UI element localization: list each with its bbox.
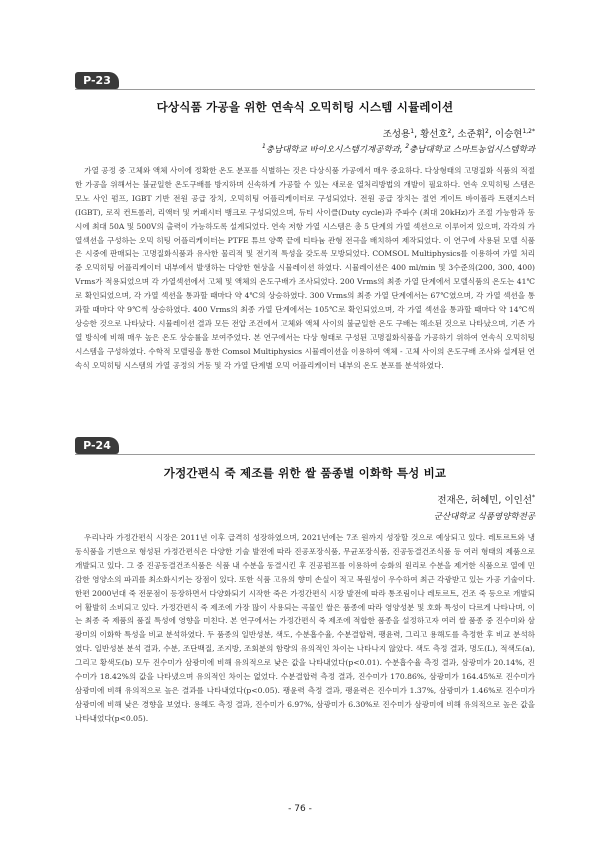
author-list: 조성용$^1$, 황선호$^2$, 소준휘$^2$, 이승현$^{1,2*}$ bbox=[382, 127, 535, 140]
author-sup: 2 bbox=[485, 127, 489, 135]
affiliation-list bbox=[434, 510, 535, 522]
author-name: 허혜민 bbox=[470, 495, 499, 506]
affiliation-list: $^1$충남대학교 바이오시스템기계공학과, $^2$충남대학교 스마트농업시스템학과 bbox=[261, 143, 535, 155]
affiliation: 충남대학교 바이오시스템기계공학과 bbox=[265, 145, 400, 155]
author-name: 황선호 bbox=[420, 129, 448, 140]
author-name: 조성용 bbox=[382, 129, 411, 140]
author-name: 이승현 bbox=[494, 129, 523, 140]
abstract-body: 우리나라 가정간편식 시장은 2011년 이후 급격히 성장하였으며, 2021년에는 7조 원까지 성장할 것으로 예상되고 있다. 레토르트와 냉동식품을 기반으로 형성된 가정간편식은 다양한 기술 발전에 따라 진공포장식품, 무균포장식품, 진공동결건조식품 등 여러 형태의 제품으로 개발되고 있다. 그 중 진공동결건조식품은 식품 내 수분을 동결시킨 후 진공펌프를 이용하여 승화의 원리로 수분을 제거한 식품으로 열에 민감한 영양소의 파괴를 최소화시키는 장점이 있다. 또한 식품 고유의 향미 손실이 적고 복원성이 우수하여 최근 각광받고 있는 가공 기술이다. 한편 2000년대 죽 전문점이 등장하면서 다양화되기 시작한 죽은 가정간편식 시장 발전에 따라 통조림이나 레토르트, 건조 죽 등으로 개발되어 활발히 소비되고 있다. 가정간편식 죽 제조에 가장 많이 사용되는 곡물인 쌀은 품종에 따라 영양성분 및 호화 특성이 다르게 나타나며, 이는 최종 죽 제품의 품질 특성에 영향을 미친다. 본 연구에서는 가정간편식 죽 제조에 적합한 품종을 설정하고자 여러 쌀 품종 중 진수미와 삼광미의 이화학 특성을 비교 분석하였다. 두 품종의 일반성분, 색도, 수분흡수율, 수분결합력, 팽윤력, 그리고 용해도를 측정한 후 비교 분석하였다. 일반성분 분석 결과, 수분, 조단백질, 조지방, 조회분의 함량의 유의적인 차이는 나타나지 않았다. 색도 측정 결과, 명도(L), 적색도(a), 그리고 황색도(b) 모두 진수미가 삼광미에 비해 유의적으로 낮은 값을 나타내었다(p<0.01). 수분흡수율 측정 결과, 삼광미가 20.14%, 진수미가 18.42%의 값을 나타냈으며 유의적인 차이는 없었다. 수분결합력 측정 결과, 진수미가 170.86%, 삼광미가 164.45%로 진수미가 삼광미에 비해 유의적으로 높은 결과를 나타내었다(p<0.05). 팽윤력 측정 결과, 팽윤력은 진수미가 1.37%, 삼광미가 1.46%로 진수미가 삼광미에 비해 낮은 경향을 보였다. 용해도 측정 결과, 진수미가 6.97%, 삼광미가 6.30%로 진수미가 삼광미에 비해 유의적으로 높은 값을 나타내었다(p<0.05). bbox=[75, 533, 535, 723]
section-divider bbox=[75, 89, 535, 90]
abstract-title: 가정간편식 죽 제조를 위한 쌀 품종별 이화학 특성 비교 bbox=[163, 466, 447, 480]
affiliation: 군산대학교 식품영양학전공 bbox=[433, 512, 535, 522]
author-name: 이인선 bbox=[504, 495, 532, 506]
author-sup: 1,2* bbox=[522, 127, 535, 135]
abstract-code-badge: P-23 bbox=[75, 72, 119, 89]
affiliation-sup: 1 bbox=[261, 143, 266, 151]
author-sup: 1 bbox=[410, 127, 415, 135]
page-number: - 76 - bbox=[288, 804, 312, 814]
abstract-title: 다상식품 가공을 위한 연속식 오믹히팅 시스템 시뮬레이션 bbox=[156, 100, 454, 114]
abstract-code-badge: P-24 bbox=[75, 437, 119, 454]
affiliation: 충남대학교 스마트농업시스템학과 bbox=[409, 145, 535, 155]
section-divider bbox=[75, 454, 535, 455]
affiliation-sup: 2 bbox=[405, 143, 410, 151]
author-sup: * bbox=[532, 493, 535, 501]
author-sup: 2 bbox=[447, 127, 452, 135]
author-name: 전재은 bbox=[437, 495, 465, 506]
author-list: 전재은, 허혜민, 이인선* bbox=[437, 493, 535, 506]
abstract-body: 가열 공정 중 고체와 액체 사이에 정확한 온도 분포를 식별하는 것은 다상식품 가공에서 매우 중요하다. 다상형태의 고명질화 식품의 적절한 가공을 위해서는 불균일한 온도구배를 방지하며 신속하게 가공할 수 있는 새로운 열처리방법의 개발이 필요하다. 연속 오믹히팅 스템은 모노 사인 펌프, IGBT 기반 전원 공급 장치, 오믹히팅 어플리케이터로 구성되었다. 전원 공급 장치는 절연 게이트 바이폴라 트랜지스터 (IGBT), 로직 컨트롤러, 리액터 및 커패시터 뱅크로 구성되었으며, 듀티 사이클(Duty cycle)과 주파수 (최대 20kHz)가 조절 가능함과 동시에 최대 50A 및 500V의 출력이 가능하도록 설계되었다. 연속 저항 가열 시스템은 총 5 단계의 가열 섹션으로 이루어져 있으며, 각각의 가열섹션을 구성하는 오믹 히팅 어플리케이터는 PTFE 튜브 양쪽 끝에 티타늄 관형 전극을 배치하여 제작되었다. 이 연구에 사용된 모델 식품은 시중에 판매되는 고명질화식품과 유사한 물리적 및 전기적 특성을 갖도록 모방되었다. COMSOL Multiphysics를 이용하여 가열 처리 중 오믹히팅 어플리케이터 내부에서 발생하는 다양한 현상을 시뮬레이션 하였다. 시뮬레이션은 400 ml/min 및 3수준의(200, 300, 400) Vrms가 적용되었으며 각 가열섹션에서 고체 및 액체의 온도구배가 조사되었다. 200 Vrms의 최종 가열 단계에서 모델식품의 온도는 41℃로 확인되었으며, 각 가열 섹션을 통과할 때마다 약 4℃의 상승하였다. 300 Vrms의 최종 가열 단계에서는 67℃였으며, 각 가열 섹션을 통과할 때마다 약 9℃씩 상승하였다. 400 Vrms의 최종 가열 단계에서는 105℃로 확인되었으며, 각 가열 섹션을 통과할 때마다 약 14℃씩 상승한 것으로 나타났다. 시뮬레이션 결과 모든 전압 조건에서 고체와 액체 사이의 불균일한 온도 구배는 해소된 것으로 나타났으며, 기존 가열 방식에 비해 매우 높은 온도 상승률을 보여주었다. 본 연구에서는 다상 형태로 구성된 고명질화식품을 가공하기 위하여 연속식 오믹히팅 시스템을 구성하였다. 수학적 모델링을 통한 Comsol Multiphysics 시뮬레이션을 이용하여 액체 - 고체 사이의 온도구배 조사와 설계된 연속식 오믹히팅 시스템의 가열 공정의 거동 및 각 가열 단계별 오믹 어플리케이터 내부의 온도 분포를 분석하였다. bbox=[75, 166, 536, 370]
author-name: 소준휘 bbox=[457, 129, 486, 140]
